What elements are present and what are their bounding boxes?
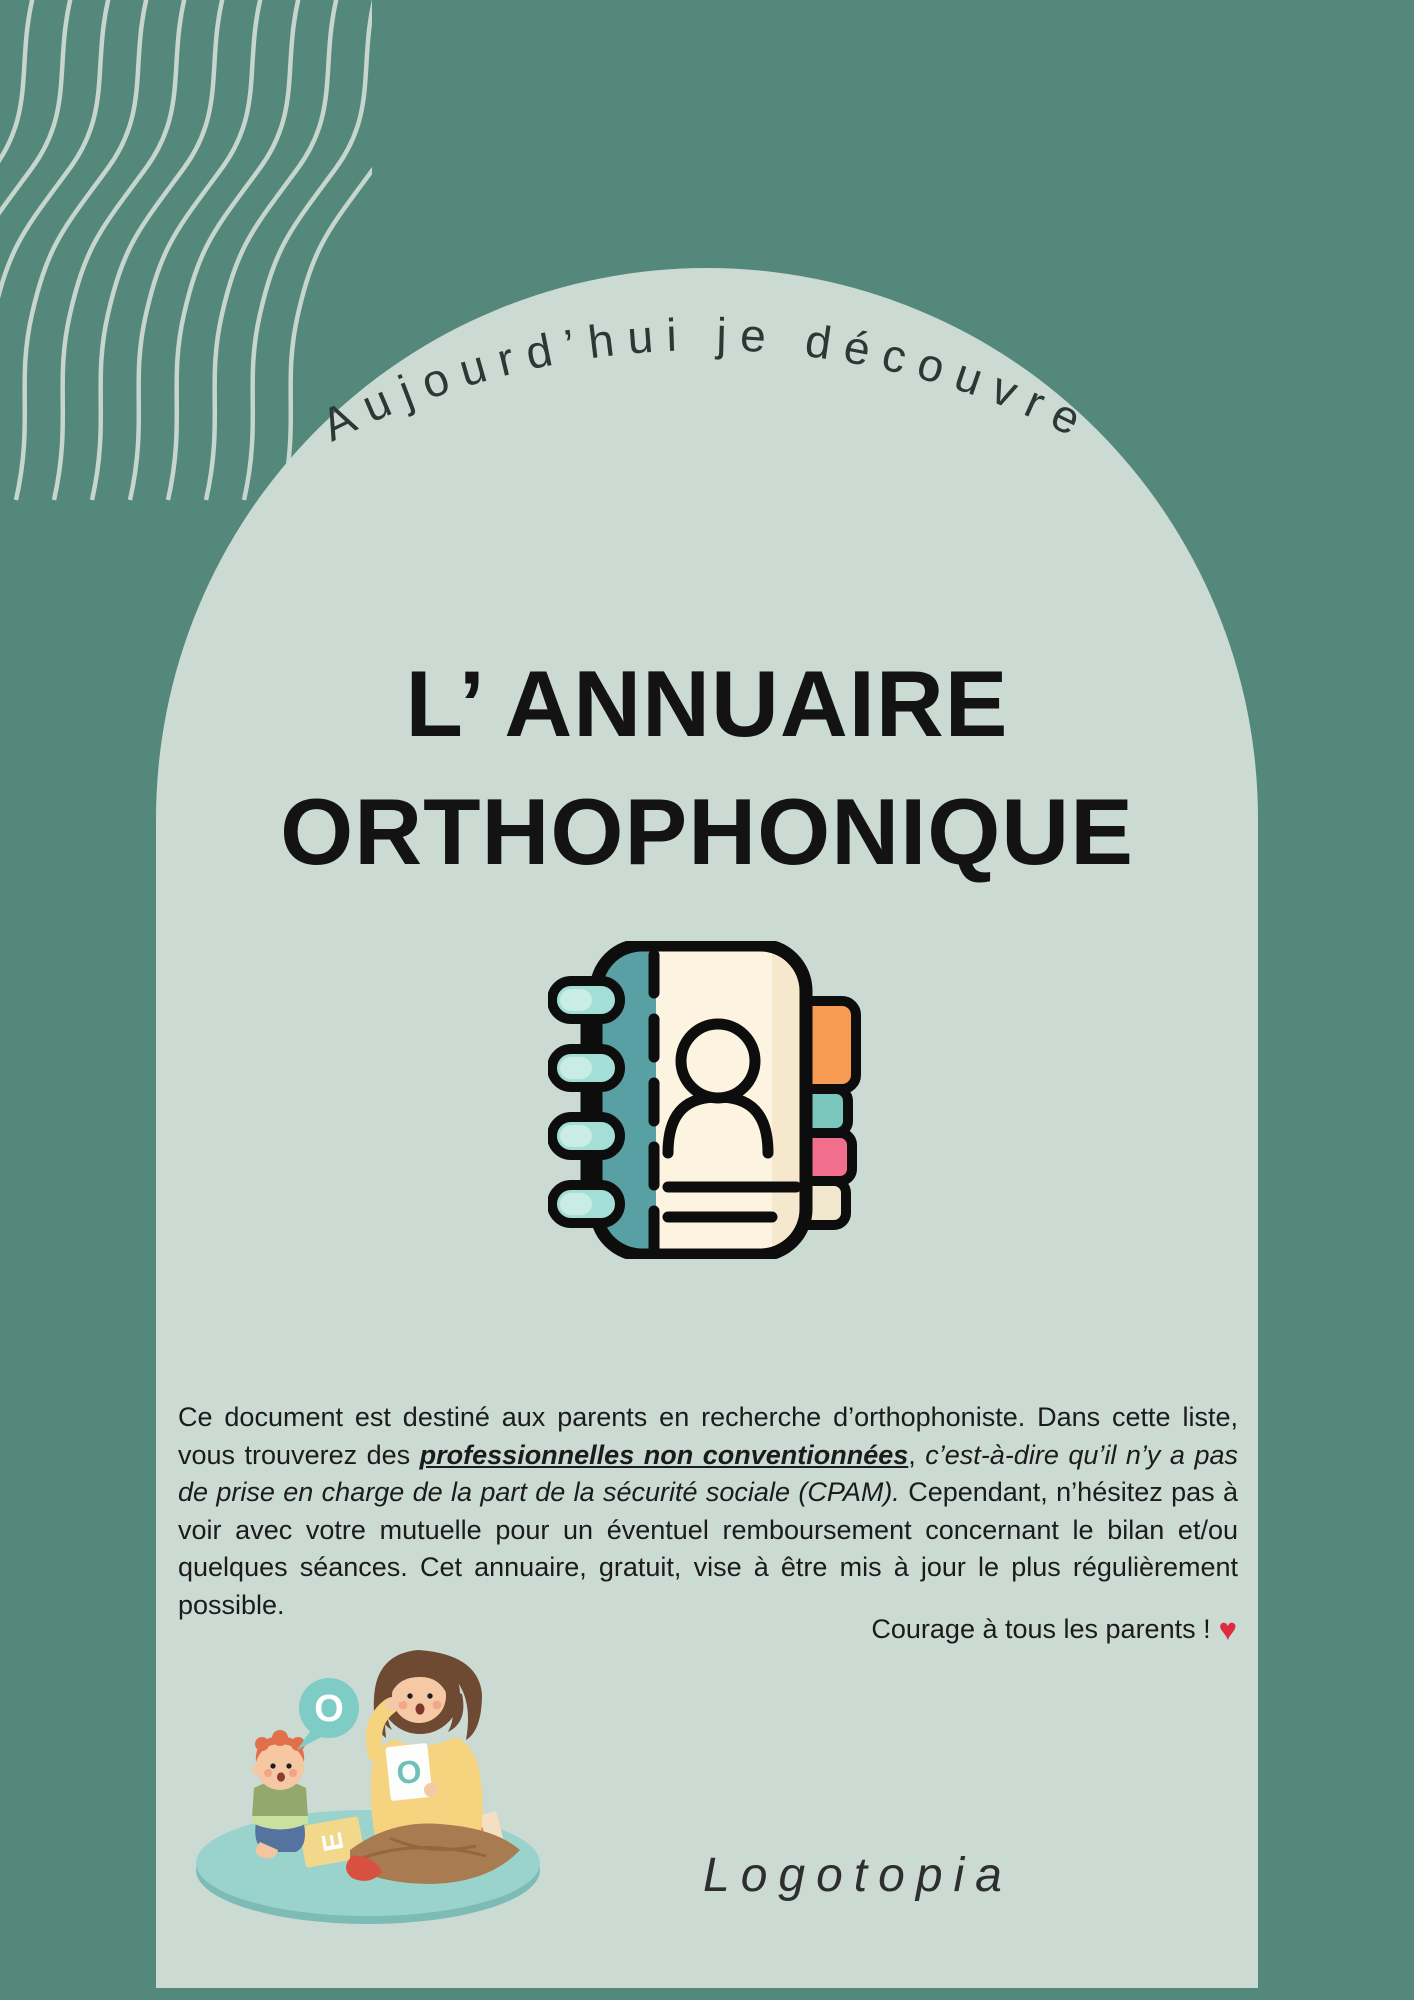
title-line-1: L’ ANNUAIRE xyxy=(405,651,1009,756)
speech-bubble xyxy=(297,1678,359,1750)
brand-name: Logotopia xyxy=(703,1849,1013,1902)
card-letter-e: E xyxy=(315,1830,350,1854)
title-line-2: ORTHOPHONIQUE xyxy=(280,779,1134,884)
flashcard-letter: O xyxy=(394,1752,424,1792)
heart-icon: ♥ xyxy=(1218,1612,1237,1647)
intro-seg-5: Cependant, n’hésitez pas à voir avec votre mutuelle pour un éventuel remboursement concernant le bilan et/ou quelques séances. Cet annuaire, gratuit, vise à être mis à jour le plus régulièrement possible. xyxy=(178,1477,1239,1620)
intro-paragraph xyxy=(178,1399,1238,1624)
page-title xyxy=(0,640,1414,896)
child-figure xyxy=(252,1730,309,1858)
therapist-figure xyxy=(346,1650,520,1884)
courage-line xyxy=(871,1612,1237,1648)
curved-header-text: Aujourd’hui je découvre xyxy=(313,308,1101,451)
illustration-speech-therapy xyxy=(190,1642,550,1942)
intro-seg-3: , xyxy=(908,1439,926,1470)
intro-seg-italic: c’est-à-dire qu’il n’y a pas de prise en charge de la part de la sécurité sociale (CPAM). xyxy=(178,1439,1238,1507)
address-book-icon xyxy=(548,941,864,1259)
speech-bubble-letter: O xyxy=(314,1688,344,1730)
intro-seg-1: Ce document est destiné aux parents en recherche d’orthophoniste. Dans cette liste, vous trouverez des xyxy=(178,1402,1238,1470)
curved-header xyxy=(0,0,1414,620)
svg-text:Aujourd’hui je découvre xyxy=(313,308,1101,451)
intro-seg-highlight: professionnelles non conventionnées xyxy=(419,1439,909,1470)
courage-text: Courage à tous les parents ! xyxy=(871,1614,1211,1644)
